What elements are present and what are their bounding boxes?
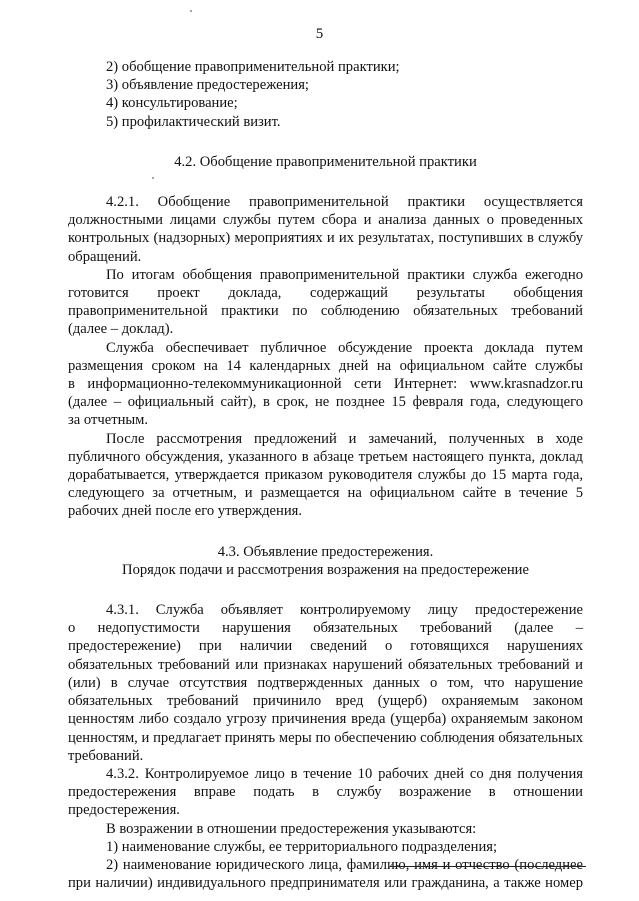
paragraph-4-2-1: 4.2.1. Обобщение правоприменительной практики осуществляется должностными лицами службы путем сбора и анализа данных о проведенных контрольных (надзорных) мероприятиях и их результатах, поступивших в службу обращений. [68, 194, 583, 265]
list-item: 2) обобщение правоприменительной практики; [106, 59, 400, 75]
paragraph-report: По итогам обобщения правоприменительной практики служба ежегодно готовится проект доклада, содержащий результаты обобщения правоприменительной практики по соблюдению обязательных требований (далее – доклад). [68, 266, 583, 338]
paragraph-discussion: Служба обеспечивает публичное обсуждение проекта доклада путем размещения сроком на 14 календарных дней на официальном сайте службы в информационно-телекоммуникационной сети Интернет: www.krasnadzor.ru (далее – официальный сайт), в срок, не позднее 15 февраля года, следующего за отчетным. [68, 339, 583, 429]
paragraph-4-3-2: 4.3.2. Контролируемое лицо в течение 10 рабочих дней со дня получения предостережения вправе подать в службу возражение в отношении предостережения. [68, 765, 583, 819]
section-heading-4-3: 4.3. Объявление предостережения. [217, 543, 434, 560]
footer-rule [390, 866, 586, 867]
intro-list [68, 58, 583, 131]
list-item: 4) консультирование; [106, 95, 238, 112]
list-item: 3) объявление предостережения; [106, 77, 309, 94]
document-body [68, 58, 583, 892]
paragraph-approval: После рассмотрения предложений и замечаний, полученных в ходе публичного обсуждения, указанного в абзаце третьем настоящего пункта, доклад дорабатывается, утверждается приказом руководителя службы до 15 марта года, следующего за отчетным, и размещается на официальном сайте в течение 5 рабочих дней после его утверждения. [68, 430, 583, 520]
objection-list [68, 838, 583, 856]
paragraph-objection-item-2: 2) наименование юридического лица, фамилию, имя и отчество (последнее при наличии) индивидуального предпринимателя или гражданина, а также номер [68, 856, 583, 892]
section-subheading-4-3: Порядок подачи и рассмотрения возражения на предостережение [122, 561, 529, 578]
paragraph-objection-contents: В возражении в отношении предостережения указываются: [106, 820, 477, 837]
scan-speck [190, 10, 192, 12]
page-number: 5 [315, 26, 324, 42]
paragraph-4-3-1: 4.3.1. Служба объявляет контролируемому лицу предостережение о недопустимости нарушения обязательных требований (далее – предостережение) при наличии сведений о готовящихся нарушениях обязательных требований или признаках нарушений обязательных требований и (или) в случае отсутствия подтвержденных данных о том, что нарушение обязательных требований причинило вред (ущерб) охраняемым законом ценностям либо создало угрозу причинения вреда (ущерба) охраняемым законом ценностям, и предлагает принять меры по обеспечению соблюдения обязательных требований. [68, 602, 583, 764]
list-item: 5) профилактический визит. [106, 113, 281, 130]
section-heading-4-2: 4.2. Обобщение правоприменительной практики [174, 153, 477, 170]
list-item: 1) наименование службы, ее территориального подразделения; [106, 838, 498, 855]
